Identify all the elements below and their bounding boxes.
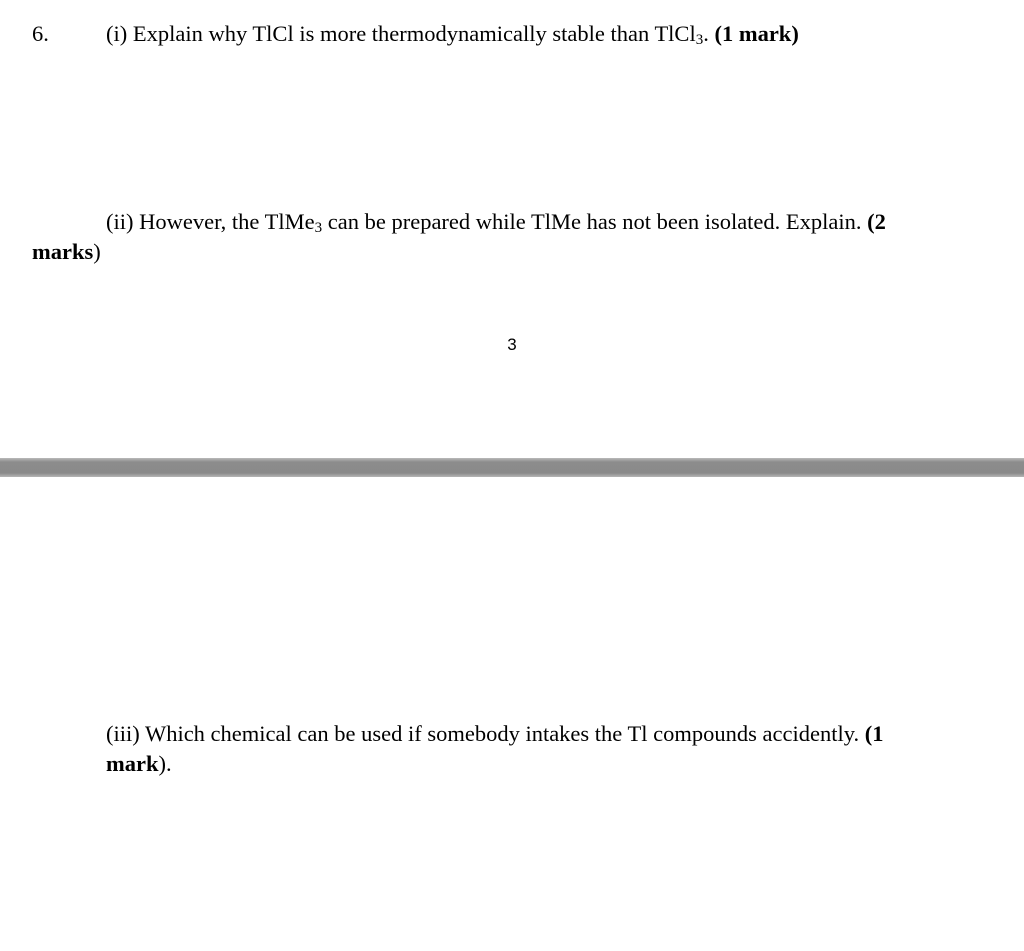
part-i-text: (i) Explain why TlCl is more thermodynamically stable than TlCl	[106, 21, 696, 46]
page-number: 3	[507, 335, 517, 354]
part-i-subscript: 3	[695, 32, 704, 48]
part-iii-marks-close: ).	[158, 751, 172, 776]
question-part-ii-continued	[32, 237, 101, 267]
part-iii-marks-open: (1	[864, 721, 884, 746]
question-part-ii	[106, 207, 886, 237]
part-iii-text: (iii) Which chemical can be used if somebody intakes the Tl compounds accidently.	[106, 721, 865, 746]
question-part-i	[106, 19, 799, 49]
part-ii-marks-open: (2	[867, 209, 886, 234]
part-i-marks: (1 mark)	[714, 21, 799, 46]
part-ii-marks-close: )	[93, 239, 101, 264]
part-ii-text-end: can be prepared while TlMe has not been isolated. Explain.	[322, 209, 868, 234]
question-part-iii-continued	[106, 749, 172, 779]
part-ii-text: (ii) However, the TlMe	[106, 209, 315, 234]
part-iii-marks-word: mark	[106, 751, 159, 776]
part-ii-subscript: 3	[314, 220, 323, 236]
question-number: 6.	[32, 21, 49, 46]
part-i-text-end: .	[703, 21, 715, 46]
question-part-iii	[106, 719, 884, 749]
page-break-divider	[0, 458, 1024, 477]
part-ii-marks-word: marks	[32, 239, 94, 264]
document-page-lower	[0, 477, 1024, 951]
